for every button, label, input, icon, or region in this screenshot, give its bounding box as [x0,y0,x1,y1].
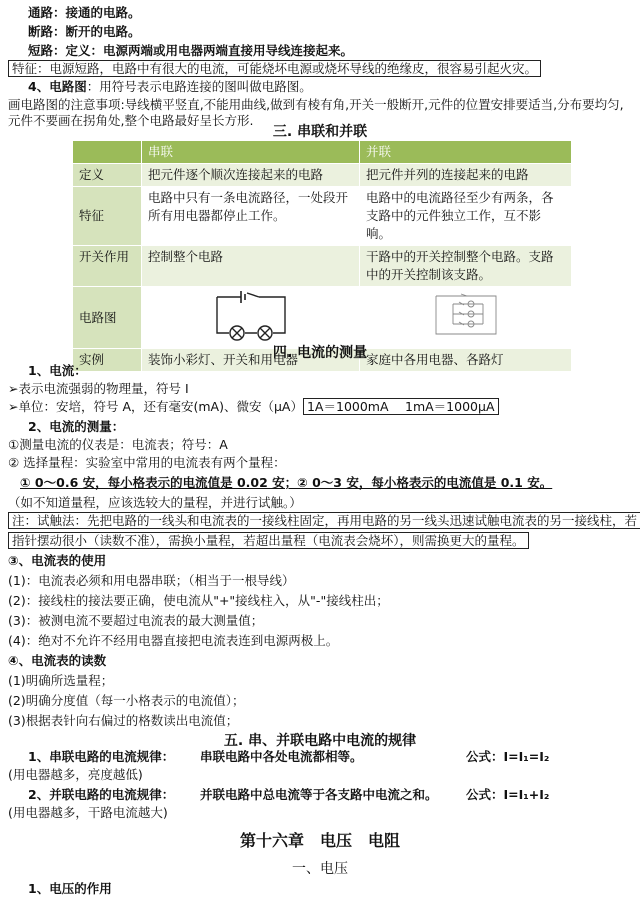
measure-line-2: ② 选择量程：实验室中常用的电流表有两个量程： [8,455,286,470]
measure-line-1: ①测量电流的仪表是：电流表；符号：A [8,437,228,452]
measure-note-line: （如不知道量程，应该选较大的量程，并进行试触。） [8,495,302,510]
usage-line: (2)：接线柱的接法要正确，使电流从"+"接线柱入，从"-"接线柱出； [8,593,389,608]
table-header-cell [73,141,142,164]
series-cell: 把元件逐个顺次连接起来的电路 [142,164,360,187]
circuit-diagram-def: 4、电路图：用符号表示电路连接的图叫做电路图。 [28,79,312,94]
parallel-rule-text: 并联电路中总电流等于各支路中电流之和。 [200,787,438,802]
reading-line: (1)明确所选量程； [8,673,114,688]
series-formula: 公式：I=I₁=I₂ [466,749,550,764]
chapter-title: 第十六章 电压 电阻 [239,831,400,850]
table-row [73,287,572,349]
table-header-row [73,141,572,164]
short-circuit-def: 短路：定义：电源两端或用电器两端直接用导线连接起来。 [28,43,354,58]
usage-line: (4)：绝对不允许不经用电器直接把电流表连到电源两极上。 [8,633,339,648]
series-circuit-diagram [142,287,360,349]
parallel-formula: 公式：I=I₁+I₂ [466,787,550,802]
series-rule-title: 1、串联电路的电流规律： [28,749,175,764]
row-label: 开关作用 [73,246,142,287]
usage-line: (1)：电流表必须和用电器串联；（相当于一根导线） [8,573,295,588]
row-label: 实例 [73,349,142,372]
table-header-cell: 并联 [360,141,572,164]
parallel-cell: 电路中的电流路径至少有两条，各支路中的元件独立工作，互不影响。 [360,187,572,246]
parallel-circuit-icon [431,290,501,340]
short-circuit-feature: 特征：电源短路，电路中有很大的电流，可能烧坏电源或烧坏导线的绝缘皮，很容易引起火灾。 [8,60,541,78]
parallel-cell: 干路中的开关控制整个电路。支路中的开关控制该支路。 [360,246,572,287]
chapter-subtitle: 一、电压 [292,861,348,877]
current-def-line: ➢表示电流强弱的物理量，符号 I [8,381,189,396]
series-parallel-table [72,140,572,372]
open-circuit-line: 断路：断开的电路。 [28,24,141,39]
trial-touch-note-1: 注：试触法：先把电路的一线头和电流表的一接线柱固定，再用电路的另一线头迅速试触电流表的另一接线柱，若 [8,512,640,530]
row-label: 电路图 [73,287,142,349]
trial-touch-note-2: 指针摆动很小（读数不准），需换小量程，若超出量程（电流表会烧坏），则需换更大的量程。 [8,532,529,550]
diagram-notes-line1: 画电路图的注意事项:导线横平竖直,不能用曲线,做到有棱有角,开关一般断开,元件的位置安排要适当,分布要均匀, [8,97,624,112]
parallel-rule-title: 2、并联电路的电流规律： [28,787,175,802]
current-unit-line: ➢单位：安培，符号 A，还有毫安(mA)、微安（μA） 1A＝1000mA 1mA＝1000μA [8,398,499,416]
section4-title: 四. 电流的测量 [272,345,368,361]
parallel-cell: 家庭中各用电器、各路灯 [360,349,572,372]
section3-title: 三. 串联和并联 [272,124,368,140]
table-row [73,246,572,287]
ammeter-usage-heading: ③、电流表的使用 [8,553,107,568]
reading-line: (3)根据表针向右偏过的格数读出电流值； [8,713,239,728]
series-cell: 电路中只有一条电流路径，一处段开所有用电器都停止工作。 [142,187,360,246]
measurement-heading: 2、电流的测量： [28,419,125,434]
parallel-note: (用电器越多，干路电流越大) [8,805,168,820]
series-rule-text: 串联电路中各处电流都相等。 [200,749,363,764]
diagram-notes-line2: 元件不要画在拐角处,整个电路最好呈长方形. [8,113,254,128]
series-note: (用电器越多，亮度越低) [8,767,143,782]
current-heading: 1、电流： [28,363,87,378]
table-header-cell: 串联 [142,141,360,164]
ammeter-reading-heading: ④、电流表的读数 [8,653,107,668]
series-cell: 控制整个电路 [142,246,360,287]
usage-line: (3)：被测电流不要超过电流表的最大测量值； [8,613,264,628]
parallel-cell: 把元件并列的连接起来的电路 [360,164,572,187]
series-circuit-icon [211,289,291,341]
row-label: 特征 [73,187,142,246]
measure-range-line: ① 0～0.6 安，每小格表示的电流值是 0.02 安；② 0～3 安，每小格表示的电流值是 0.1 安。 [20,475,553,490]
section5-title: 五. 串、并联电路中电流的规律 [223,733,417,749]
table-row [73,187,572,246]
row-label: 定义 [73,164,142,187]
voltage-role-heading: 1、电压的作用 [28,881,112,896]
access-path-line: 通路：接通的电路。 [28,5,141,20]
parallel-circuit-diagram [360,287,572,349]
reading-line: (2)明确分度值（每一小格表示的电流值）； [8,693,245,708]
series-cell: 装饰小彩灯、开关和用电器 [142,349,360,372]
table-row [73,164,572,187]
